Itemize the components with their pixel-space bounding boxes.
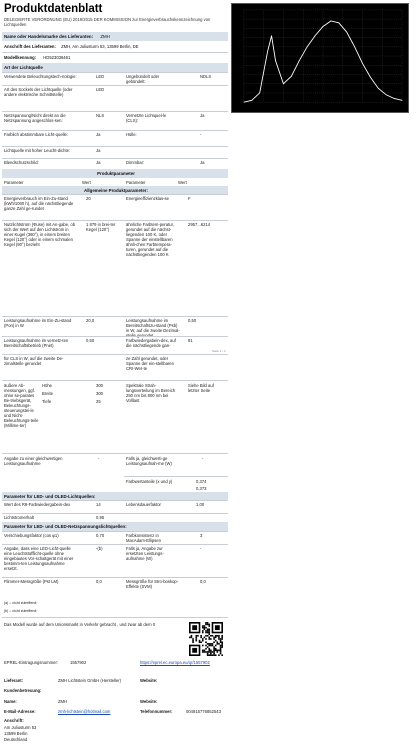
row-label-2: Falls ja, Angabe zur ersetzten Leistungs-aufnahme (W)	[126, 546, 164, 561]
row-label: Lichtquelle mit hoher Leucht-dichte:	[4, 148, 71, 153]
row-label-2: Leistungsaufnahme im Bereitschaftszu-stand (Psb) in W, auf die zweite Dezimal-stelle gerundet	[126, 318, 180, 338]
section-led-net-bar	[2, 522, 228, 531]
spectrum-point	[362, 63, 363, 64]
supplier-name: ZMH	[100, 34, 110, 39]
row-value: Ja	[96, 132, 101, 137]
spectrum-point	[402, 100, 403, 101]
divider	[2, 453, 228, 454]
customer-service-label: Kundenbetreuung:	[4, 688, 42, 693]
divider	[2, 130, 228, 131]
spectrum-point	[271, 35, 272, 36]
divider	[2, 85, 228, 86]
row-value-2: 81	[188, 338, 193, 343]
chroma-label: Farbwertanteile (x und y)	[126, 479, 173, 484]
divider	[2, 146, 228, 147]
spectrum-point	[259, 93, 260, 94]
row-value-2: 3	[200, 533, 203, 538]
dimension-name: Tiefe	[42, 399, 52, 404]
row-label-2: ähnliche Farbtem-peratur, gerundet auf die nächst-liegenden 100 K, oder Spanne der einstellbaren ähnli-chen Farbtempera-turen, gerundet auf die nächstliegenden 100 K	[126, 222, 174, 257]
phone-value: 004915776852543	[186, 709, 221, 714]
spectrum-point	[315, 35, 316, 36]
divider	[2, 336, 228, 337]
supplier-bar	[2, 32, 228, 41]
row-label: Nutzlichtstrom (Φuse) mit An-gabe, ob sich der Wert auf den Lichtstrom in einer Kugel (360°), in einem breiten Kegel (120°) oder in einem schmalen Kegel (90°) bezieht	[4, 222, 76, 247]
divider	[2, 220, 228, 221]
spectral-value: Siehe Bild auf letzter Seite	[188, 383, 214, 393]
divider	[2, 194, 228, 195]
equivalent-label: Angabe zu einer gleichwertigen Leistungsaufnahme	[4, 456, 63, 466]
divider	[124, 476, 228, 477]
spectrum-chart	[231, 3, 409, 113]
divider	[2, 513, 228, 514]
divider	[2, 380, 228, 381]
row-label-2: Farbwiedergabein-dex, auf die nächstliegende gan-	[126, 338, 176, 348]
spectrum-point	[331, 21, 332, 22]
row-value: LED	[96, 87, 105, 92]
spectrum-point	[244, 102, 245, 103]
address-value: ZMH, Am Juliusturm 53, 13599 Berlin, DE	[61, 44, 139, 49]
row-value: 1 879 in brei-ter Kegel (120°)	[86, 222, 116, 232]
row-label-2: Messgröße für Stro-boskop-Effekte (SVM)	[126, 579, 179, 589]
divider	[2, 531, 228, 532]
section-type-label: Art der Lichtquelle	[4, 65, 43, 70]
spectrum-point	[386, 94, 387, 95]
dimension-name: Höhe	[42, 383, 53, 388]
anschrift-line-2: 13599 Berlin	[4, 731, 28, 736]
row-label-2: Energieeffizienzklas-se	[126, 196, 169, 201]
divider	[2, 354, 228, 355]
row-value-2: Ja	[200, 160, 205, 165]
qr-code-icon	[189, 622, 223, 656]
supplier-value-2: ZMH Lichtstein GmbH (Hersteller)	[58, 678, 122, 683]
divider	[2, 500, 228, 501]
header-parameter-2: Parameter	[126, 180, 146, 185]
row-label: Leistungsaufnahme im Ein-Zu-stand (Pon) in W	[4, 318, 72, 328]
row-label: Energieverbrauch im Ein-Zu-stand (kWh/1000 h), auf die nächstliegende ganze Zahl ge-rundet	[4, 196, 74, 211]
spectrum-point	[323, 26, 324, 27]
row-label: Netzspannung/Nicht direkt an die Netzspannung angeschlos-sen:	[4, 113, 66, 123]
eprel-number: 1557902	[70, 660, 87, 665]
spectrum-point	[251, 100, 252, 101]
header-value-2: Wert	[178, 180, 187, 185]
name-value: ZMH	[58, 699, 68, 704]
spectrum-point	[338, 22, 339, 23]
spectral-label: Spektrale Strah-lungsverteilung im Bereich 250 nm bis 800 nm bei Volllast	[126, 383, 176, 403]
dimensions-label: äußere Ab-messungen, ggf. ohne se-parates Be-triebsgerät, Beleuchtungs-steuerungstei-le und Nicht-Beleuchtungs-teile (Millime-ter)	[4, 383, 39, 428]
row-value-2: 0,50	[188, 318, 197, 323]
row-value: 20,0	[86, 318, 95, 323]
email-label: E-Mail-Adresse:	[4, 709, 36, 714]
anschrift-line-3: Deutschland	[4, 737, 28, 742]
spectrum-point	[299, 60, 300, 61]
row-value: 14	[96, 502, 101, 507]
spectrum-point	[346, 32, 347, 33]
row-label: Leistungsaufnahme im vernetz-ten Bereitschaftsbetrieb (Pnet)	[4, 338, 69, 348]
row-value-2: 2957...6214	[188, 222, 211, 227]
anschrift-line-1: Am Juliusturm 53	[4, 725, 37, 730]
dimension-name: Breite	[42, 391, 53, 396]
row-label: Wert des R9-Farbwiedergabein-dex	[4, 502, 71, 507]
footnote-b: (b) -: nicht zutreffend;	[4, 609, 38, 613]
row-value: 0,95	[96, 515, 105, 520]
page-marker: Seite 1 / 4	[212, 349, 226, 353]
header-value: Wert	[82, 180, 91, 185]
divider	[2, 158, 228, 159]
row-value-2: 1,00	[196, 502, 205, 507]
union-market-text: Das Modell wurde auf dem Unionsmarkt in Verkehr gebracht , und zwar ab dem 0	[4, 622, 156, 627]
website-label: Website:	[140, 678, 158, 683]
supplier-bar-label: Name oder Handelsmarke des Lieferanten:	[4, 34, 94, 39]
equivalent-value-2: -	[202, 456, 204, 461]
header-parameter: Parameter	[4, 180, 24, 185]
equivalent-value: -	[98, 456, 100, 461]
eprel-link[interactable]: https://eprel.ec.europa.eu/qr/1557902	[140, 660, 210, 665]
spectrum-point	[267, 51, 268, 52]
row-value: LED	[96, 74, 105, 79]
footnote-a: (a) -: nicht zutreffend;	[4, 601, 38, 605]
model-label: Modellkennung:	[4, 55, 37, 60]
divider	[2, 617, 228, 618]
row-value: 0,0	[96, 579, 102, 584]
row-label: Verschiebungsfaktor (cos φ1)	[4, 533, 59, 538]
section-led-net-label: Parameter für LED- und OLED-Netzspannungslichtquellen:	[4, 524, 127, 529]
section-params-label: Produktparameter	[97, 171, 135, 176]
divider	[2, 316, 228, 317]
spectrum-point	[275, 60, 276, 61]
row-value: 0,70	[96, 533, 105, 538]
row-value: 20	[86, 196, 91, 201]
row-label: Angabe, dass eine LED-Licht-quelle eine Leuchtstofflicht-quelle ohne eingebautes Vor-schaltgerät mit einer bestimm-ten Leistungsaufnahme ersetzt.	[4, 546, 74, 571]
row-value: Ja	[96, 148, 101, 153]
row-label: Lichtstromerhalt	[4, 515, 34, 520]
row-value-2: 0,0	[200, 579, 206, 584]
divider	[2, 72, 228, 73]
divider	[2, 577, 228, 578]
chroma-x: 0,374	[196, 479, 207, 484]
regulation-text: DELEGIERTE VERORDNUNG (EU) 2019/2015 DER KOMMISSION zur Energieverbrauchskennzeichnung von Lichtquellen	[4, 17, 211, 27]
address-row	[2, 44, 228, 49]
dimension-value: 300	[96, 383, 103, 388]
row-label: Blendschutzschild:	[4, 160, 39, 165]
section-type-bar	[2, 63, 228, 72]
row-value-2: F	[188, 196, 191, 201]
row-label-2: Lebensdauerfaktor	[126, 502, 161, 507]
row-value: 0,50	[86, 338, 95, 343]
supplier-label-2: Lieferant:	[4, 678, 24, 683]
row-label-2: Vernetzte Lichtquel-le (CLS):	[126, 113, 167, 123]
row-value-2: Ja	[200, 113, 205, 118]
section-general-label: Allgemeine Produktparameter:	[84, 188, 148, 193]
spectrum-point	[354, 46, 355, 47]
spectrum-point	[370, 77, 371, 78]
dimension-value: 300	[96, 391, 103, 396]
spectrum-point	[394, 98, 395, 99]
row-label-2: Hülle:	[126, 132, 137, 137]
row-label: Art des Sockels der Lichtquelle (oder andere elektrische Schnittstelle)	[4, 87, 73, 97]
row-value: NLS	[96, 113, 105, 118]
divider	[2, 111, 228, 112]
spectrum-point	[283, 83, 284, 84]
row-value-2: -	[200, 132, 202, 137]
model-value: HD523036461	[43, 55, 71, 60]
website-label-2: Website:	[140, 699, 158, 704]
equivalent-label-2: Falls ja, gleichwerti-ge Leistungsaufnah-me (W)	[126, 456, 172, 466]
spectrum-point	[291, 76, 292, 77]
anschrift-label: Anschrift:	[4, 718, 24, 723]
divider	[2, 52, 228, 53]
eprel-label: EPREL-Eintragungsnummer:	[4, 660, 58, 665]
address-label: Anschrift des Lieferanten:	[4, 44, 56, 49]
row-value-2: NDLS	[200, 74, 212, 79]
dimension-value: 25	[96, 399, 101, 404]
spectrum-point	[378, 88, 379, 89]
row-label-2: Dimmbar:	[126, 160, 145, 165]
divider	[2, 544, 228, 545]
row-value: -(b)	[96, 546, 103, 551]
section-params-bar	[2, 169, 228, 178]
page-title: Produktdatenblatt	[4, 3, 103, 15]
chart-background	[232, 4, 408, 112]
cls-note: für CLS in W, auf die zweite De-zimalstelle gerundet	[4, 356, 64, 366]
spectrum-point	[307, 46, 308, 47]
row-label: Flimmer-Messgröße (Pst LM)	[4, 579, 59, 584]
row-label-2: Farbkonsistenz in MacAdam-Ellipsen	[126, 533, 161, 543]
row-label: Farblich abstimmbare Licht-quelle:	[4, 132, 69, 137]
phone-label: Telefonnummer:	[140, 709, 173, 714]
row-value-2: -	[200, 546, 202, 551]
cri-continuation: ze Zahl gerundet, oder Spanne der ein-stellbaren CRI-Wer-te	[126, 356, 174, 371]
email-link[interactable]: zmh-lichtstein@hotmail.com	[58, 709, 111, 714]
row-value: Ja	[96, 160, 101, 165]
row-label: Verwendete Beleuchtungstech-nologie:	[4, 74, 77, 79]
model-row	[2, 55, 228, 60]
row-label-2: Ungebündelt oder gebündelt:	[126, 74, 160, 84]
section-led-label: Parameter für LED- und OLED-Lichtquellen:	[4, 494, 96, 499]
chroma-y: 0,373	[196, 486, 207, 491]
name-label: Name:	[4, 699, 17, 704]
